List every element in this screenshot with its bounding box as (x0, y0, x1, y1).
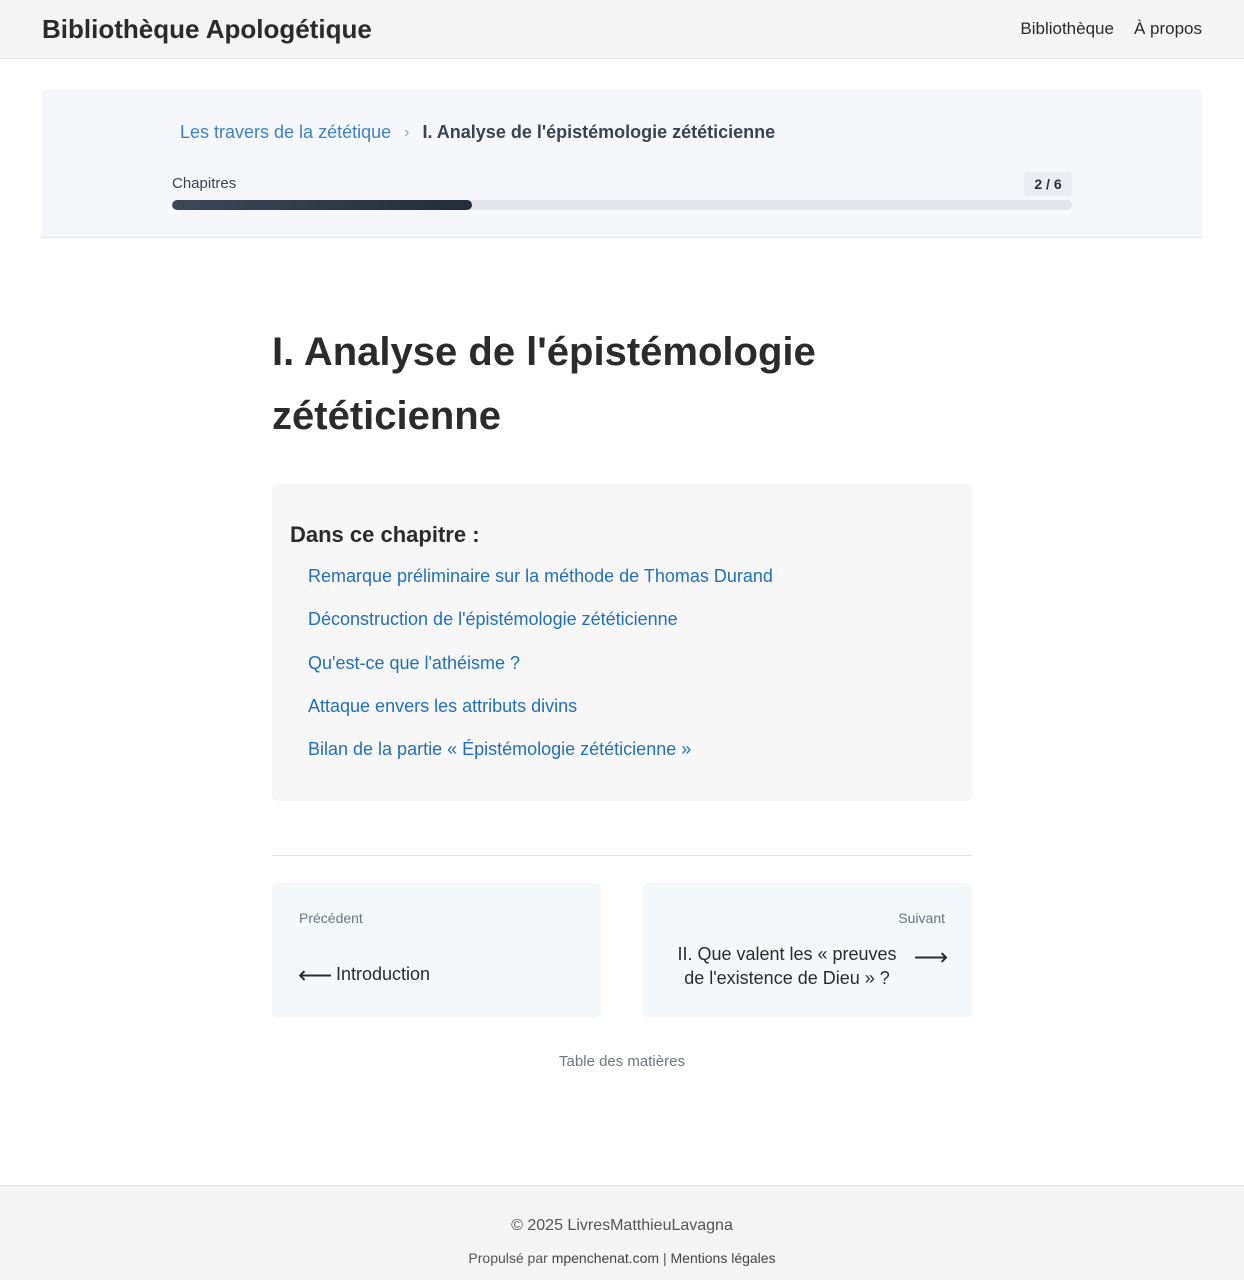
powered-by-link[interactable]: mpenchenat.com (551, 1250, 660, 1266)
powered-by-text: Propulsé par (468, 1250, 548, 1266)
table-of-contents-container (0, 1053, 1244, 1070)
footer-links (0, 1250, 1244, 1266)
list-item (308, 696, 954, 739)
copyright-text: © 2025 LivresMatthieuLavagna (511, 1217, 733, 1234)
toc-link[interactable]: Attaque envers les attributs divins (308, 695, 578, 716)
list-item (308, 739, 954, 782)
toc-link[interactable]: Bilan de la partie « Épistémologie zététicienne » (308, 739, 692, 760)
previous-label: Précédent (299, 910, 363, 926)
next-label: Suivant (898, 910, 945, 926)
toc-link[interactable]: Déconstruction de l'épistémologie zététicienne (308, 609, 678, 630)
progress-bar-fill (172, 200, 472, 210)
chapter-contents-list (290, 566, 954, 782)
legal-notice-link[interactable]: Mentions légales (670, 1250, 776, 1266)
progress-label: Chapitres (172, 175, 237, 192)
next-chapter-title: II. Que valent les « preuves de l'existence de Dieu » ? (677, 944, 897, 988)
divider (272, 855, 972, 856)
page-title: I. Analyse de l'épistémologie zététicienne (272, 330, 816, 438)
arrow-right-icon: ⟶ (913, 944, 948, 971)
chapter-contents-heading: Dans ce chapitre : (290, 522, 480, 547)
table-of-contents-link[interactable]: Table des matières (559, 1053, 685, 1070)
main-nav (1020, 19, 1202, 39)
next-chapter-card[interactable] (643, 883, 972, 1018)
previous-chapter-title: Introduction (336, 964, 431, 984)
breadcrumb (180, 122, 775, 143)
breadcrumb-current-chapter: I. Analyse de l'épistémologie zététicienne (422, 122, 776, 142)
site-footer (0, 1185, 1244, 1280)
list-item (308, 653, 954, 696)
progress-bar (172, 200, 1072, 210)
progress-count-badge: 2 / 6 (1024, 172, 1072, 196)
toc-link[interactable]: Remarque préliminaire sur la méthode de Thomas Durand (308, 566, 773, 586)
list-item (308, 609, 954, 652)
arrow-left-icon: ⟵ (298, 962, 333, 989)
site-header (0, 0, 1244, 59)
previous-chapter-card[interactable] (272, 883, 601, 1018)
nav-link-bibliotheque[interactable]: Bibliothèque (1020, 19, 1114, 38)
breadcrumb-separator-icon: › (404, 123, 410, 141)
site-title[interactable]: Bibliothèque Apologétique (42, 13, 372, 44)
chapter-contents-box (272, 484, 972, 801)
footer-separator: | (662, 1250, 667, 1266)
list-item (308, 566, 954, 609)
toc-link[interactable]: Qu'est-ce que l'athéisme ? (308, 652, 520, 673)
breadcrumb-book-link[interactable]: Les travers de la zététique (180, 122, 392, 142)
nav-link-a-propos[interactable]: À propos (1133, 19, 1202, 38)
chapter-progress-panel (42, 90, 1202, 238)
